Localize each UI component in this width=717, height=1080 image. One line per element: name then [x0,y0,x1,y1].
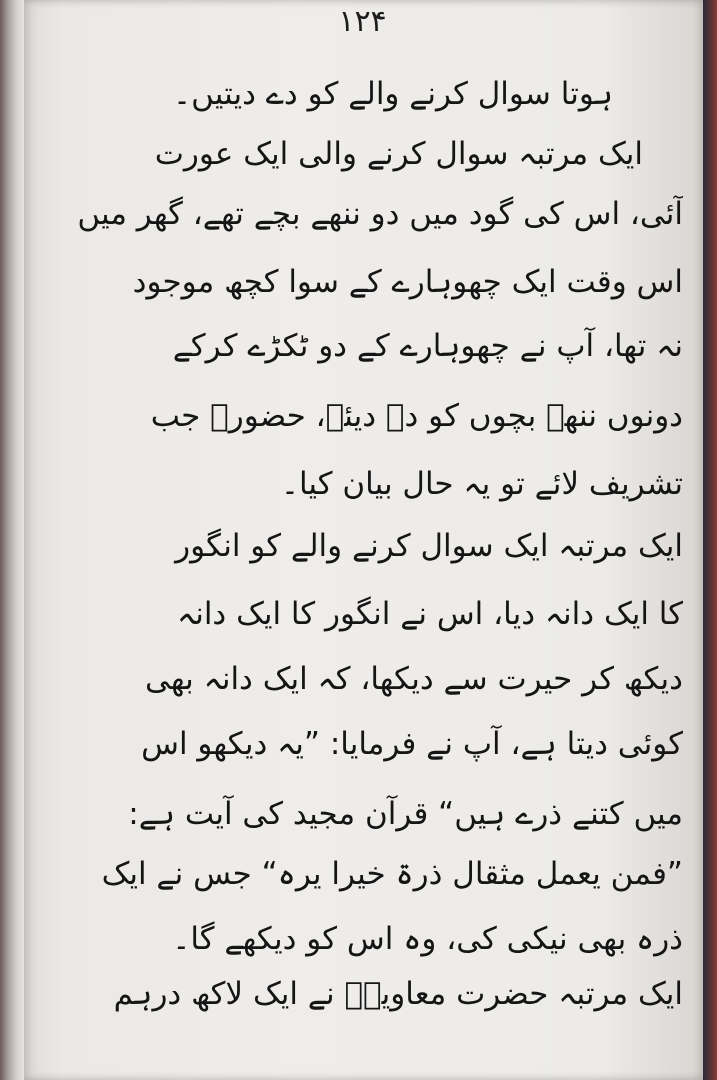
text-line: دونوں ننھے بچوں کو دے دیئے، حضورؐ جب [150,398,683,434]
text-line: نہ تھا، آپ نے چھوہارے کے دو ٹکڑے کرکے [172,328,683,364]
text-line: ایک مرتبہ حضرت معاویہؓ نے ایک لاکھ درہم [113,976,683,1012]
book-page [22,0,703,1080]
book-binding [0,0,24,1080]
text-line: ذرہ بھی نیکی کی، وہ اس کو دیکھے گا۔ [172,921,683,957]
text-line: ”فمن یعمل مثقال ذرۃ خیرا یرہ“ جس نے ایک [101,856,683,892]
text-line: ایک مرتبہ ایک سوال کرنے والے کو انگور [175,528,683,564]
text-line: کوئی دیتا ہے، آپ نے فرمایا: ”یہ دیکھو اس [141,726,683,762]
text-line: آئی، اس کی گود میں دو ننھے بچے تھے، گھر میں [77,196,683,232]
text-line: تشریف لائے تو یہ حال بیان کیا۔ [280,466,683,502]
text-line: ایک مرتبہ سوال کرنے والی ایک عورت [154,136,643,172]
text-line: ہوتا سوال کرنے والے کو دے دیتیں۔ [173,76,613,112]
page-number: ۱۲۴ [338,4,387,39]
text-line: دیکھ کر حیرت سے دیکھا، کہ ایک دانہ بھی [145,661,683,697]
text-line: اس وقت ایک چھوہارے کے سوا کچھ موجود [132,264,683,300]
text-line: کا ایک دانہ دیا، اس نے انگور کا ایک دانہ [177,596,683,632]
text-line: میں کتنے ذرے ہیں“ قرآن مجید کی آیت ہے: [128,796,683,832]
book-edge [703,0,717,1080]
